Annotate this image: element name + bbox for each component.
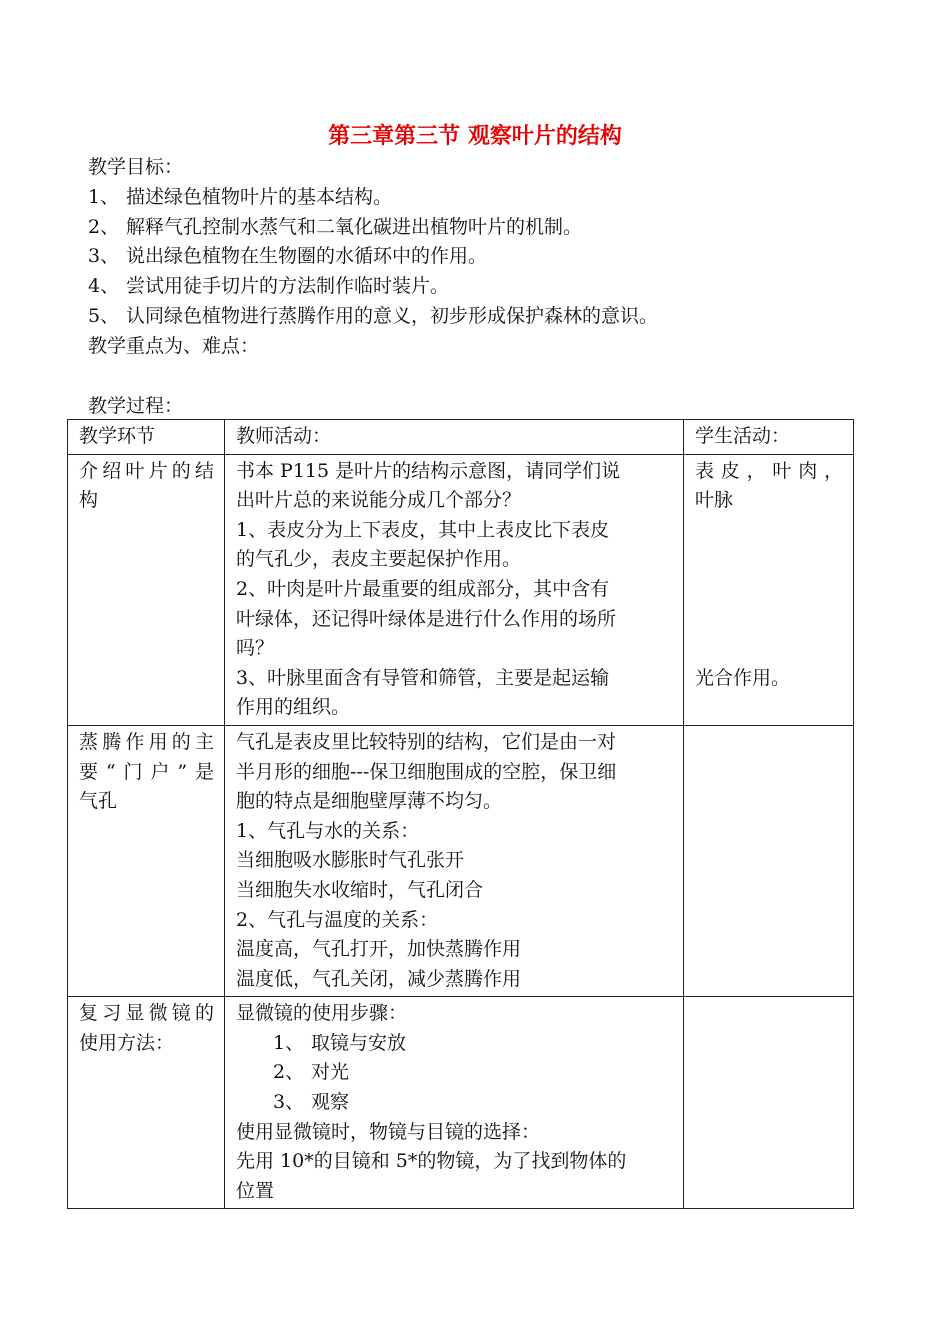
table-row <box>68 725 854 996</box>
step-item: 2、 对光 <box>273 1061 350 1084</box>
step-item: 3、 观察 <box>273 1091 350 1114</box>
header-section: 教学环节 <box>68 420 225 455</box>
section-cell: 复习显微镜的 使用方法： <box>68 997 225 1209</box>
intro-section <box>88 153 868 421</box>
objective-item: 5、 认同绿色植物进行蒸腾作用的意义，初步形成保护森林的意识。 <box>88 304 659 327</box>
section-cell: 蒸腾作用的主 要“门户”是 气孔 <box>68 725 225 996</box>
teaching-process-table <box>67 419 854 1209</box>
header-student: 学生活动： <box>684 420 854 455</box>
objectives-heading: 教学目标： <box>88 156 184 178</box>
student-cell <box>684 725 854 996</box>
table-row <box>68 997 854 1209</box>
student-cell: 表皮，叶肉， 叶脉 光合作用。 <box>684 454 854 725</box>
objectives-list <box>88 183 868 332</box>
teacher-cell: 显微镜的使用步骤： 1、 取镜与安放 2、 对光 3、 观察 使用显微镜时，物镜与目镜的选择： 先用 10*的目镜和 5*的物镜，为了找到物体的 位置 <box>225 997 684 1209</box>
teacher-cell: 书本 P115 是叶片的结构示意图，请同学们说 出叶片总的来说能分成几个部分？ 1、表皮分为上下表皮，其中上表皮比下表皮 的气孔少，表皮主要起保护作用。 2、叶肉是叶片最重要的组成部分，其中含有 叶绿体，还记得叶绿体是进行什么作用的场所 吗？ 3、叶脉里面含有导管和筛管，主要是起运输 作用的组织。 <box>225 454 684 725</box>
objective-item: 4、 尝试用徒手切片的方法制作临时装片。 <box>88 275 450 298</box>
objective-item: 3、 说出绿色植物在生物圈的水循环中的作用。 <box>88 245 488 268</box>
process-heading: 教学过程： <box>88 394 184 417</box>
blank-line <box>88 362 868 392</box>
table-row <box>68 454 854 725</box>
step-item: 1、 取镜与安放 <box>273 1031 407 1054</box>
teacher-cell: 气孔是表皮里比较特别的结构，它们是由一对 半月形的细胞---保卫细胞围成的空腔，保卫细 胞的特点是细胞壁厚薄不均匀。 1、气孔与水的关系： 当细胞吸水膨胀时气孔张开 当细胞失水收缩时，气孔闭合 2、气孔与温度的关系： 温度高，气孔打开，加快蒸腾作用 温度低，气孔关闭，减少蒸腾作用 <box>225 725 684 996</box>
table-header-row <box>68 420 854 455</box>
header-teacher: 教师活动： <box>225 420 684 455</box>
focus-heading: 教学重点为、难点： <box>88 334 260 357</box>
objective-item: 2、 解释气孔控制水蒸气和二氧化碳进出植物叶片的机制。 <box>88 215 583 238</box>
student-cell <box>684 997 854 1209</box>
section-cell: 介绍叶片的结 构 <box>68 454 225 725</box>
objective-item: 1、 描述绿色植物叶片的基本结构。 <box>88 185 393 208</box>
page-title: 第三章第三节 观察叶片的结构 <box>328 123 622 149</box>
